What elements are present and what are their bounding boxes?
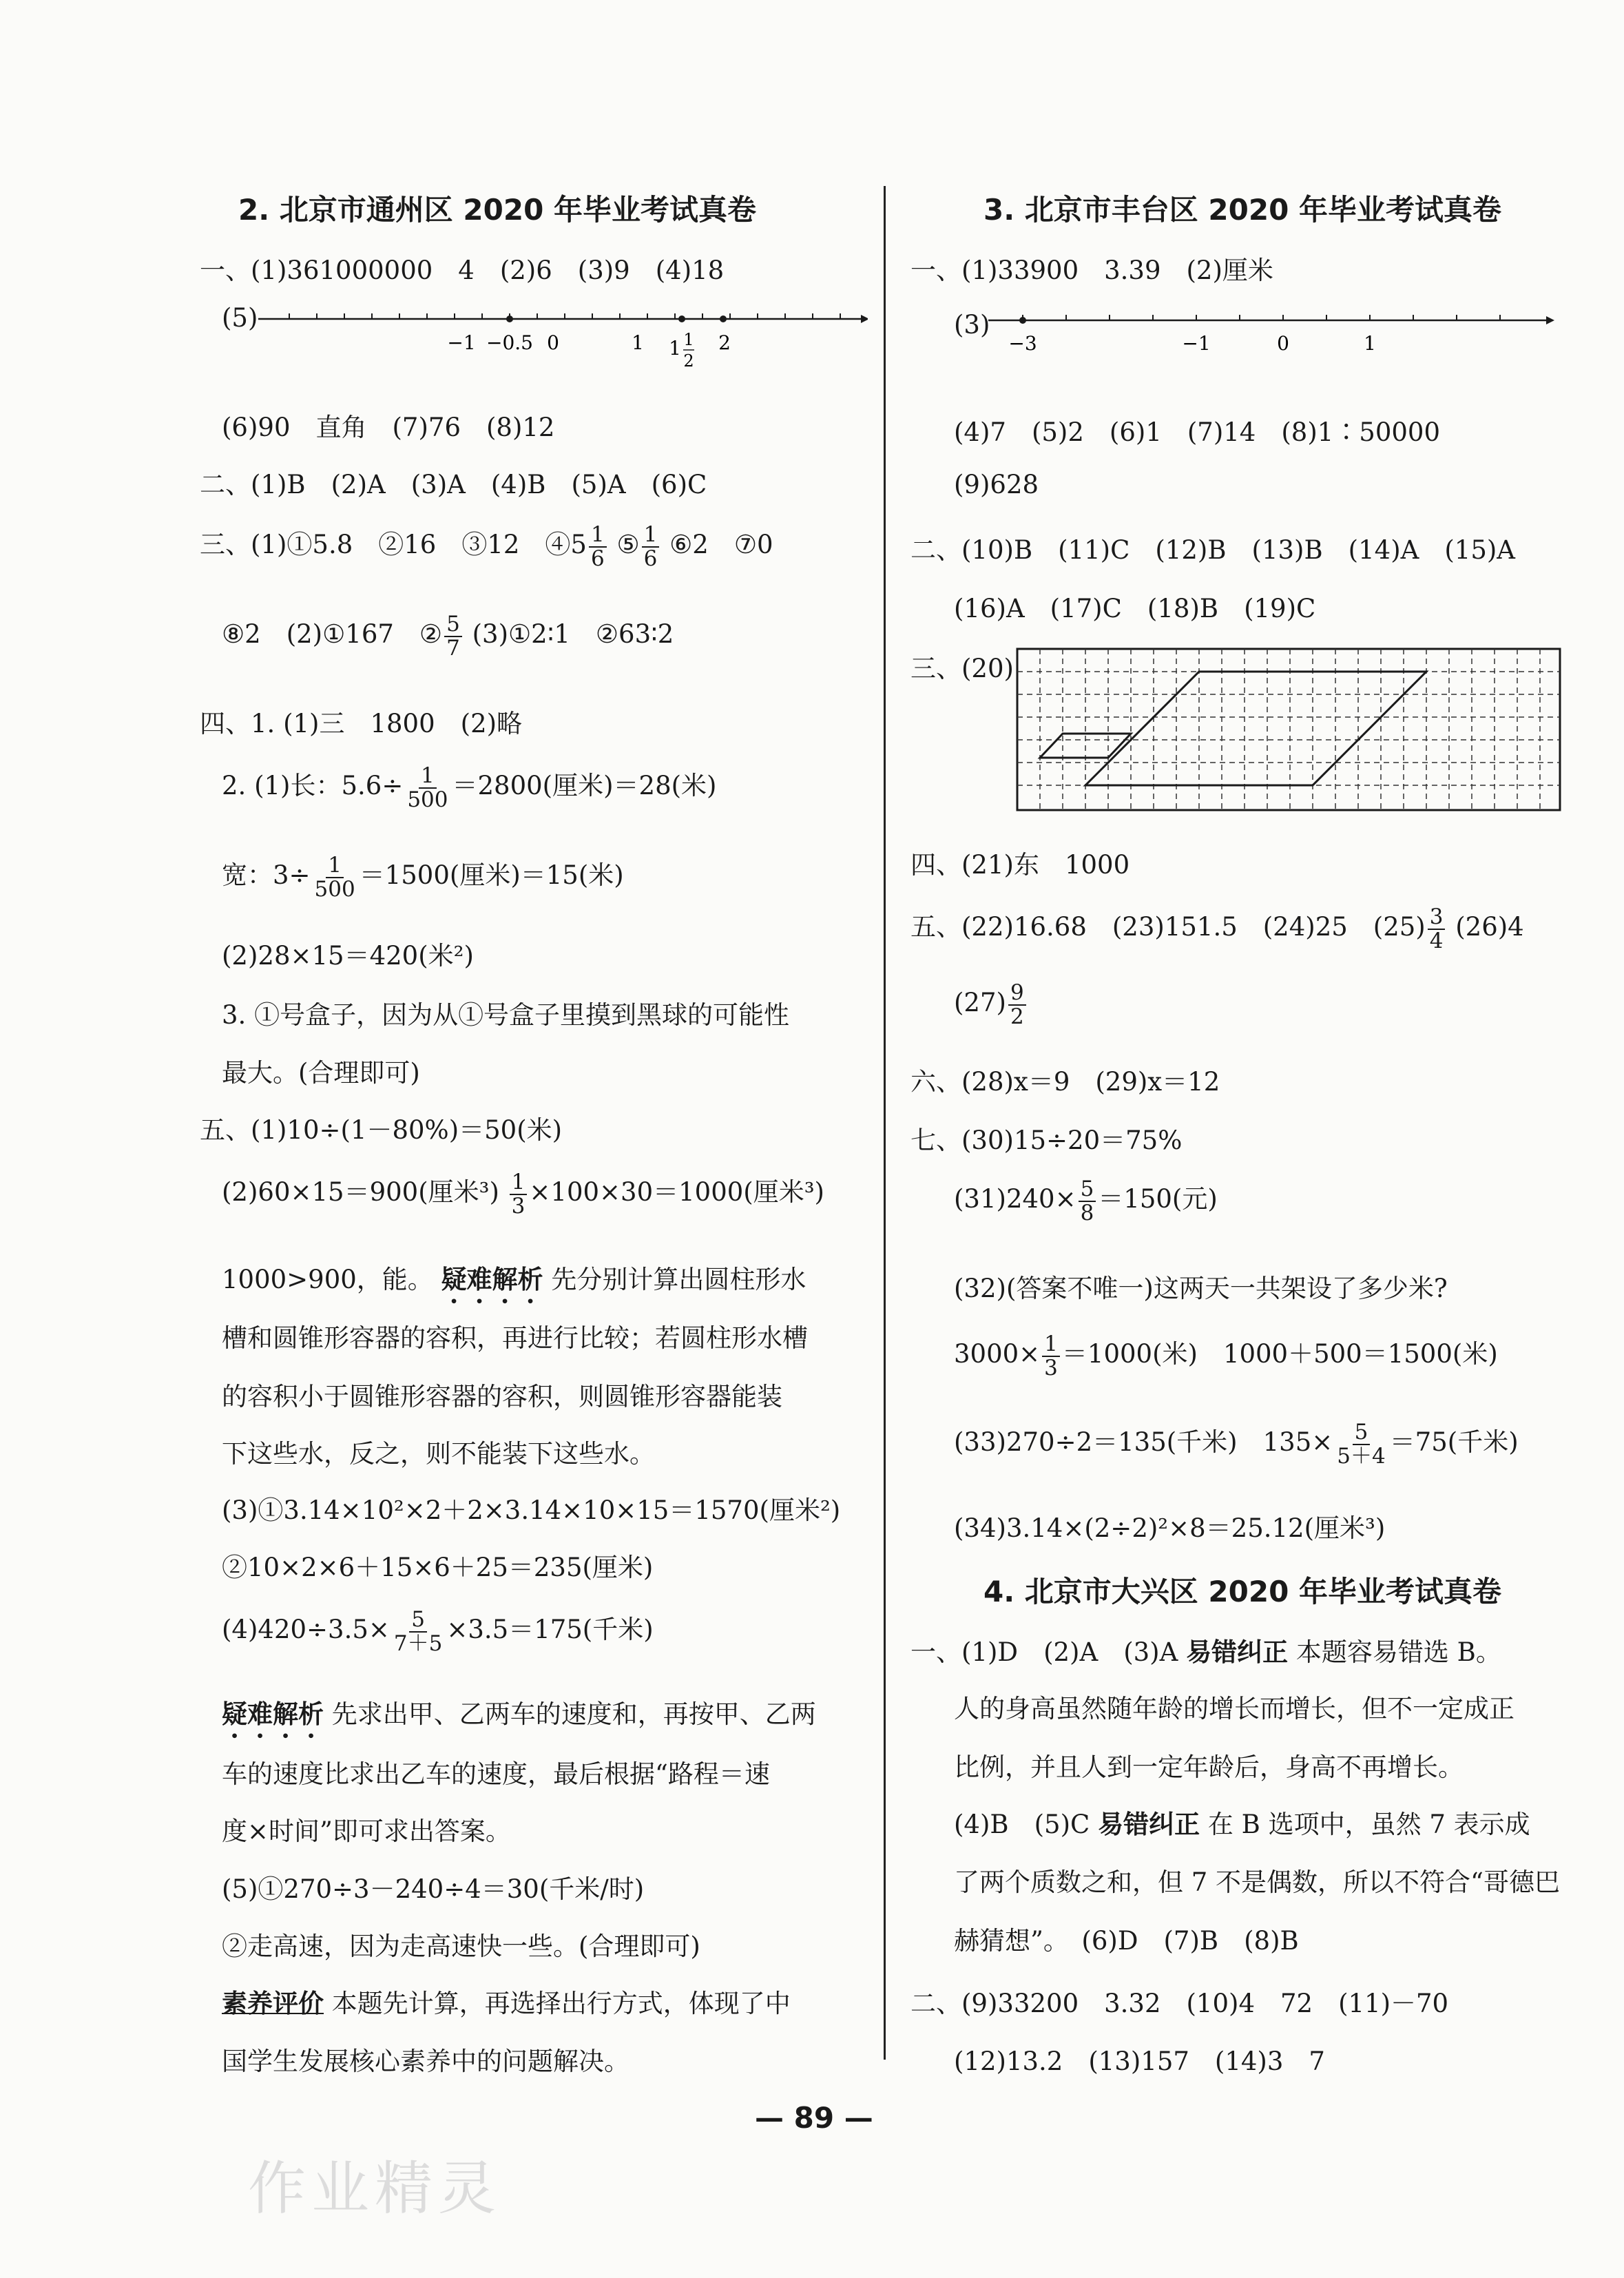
answer-line: (6)90 直角 (7)76 (8)12 <box>222 413 555 442</box>
fraction: $\frac{1}{3}$ <box>510 1171 528 1217</box>
fraction: $\frac{1}{500}$ <box>314 853 355 902</box>
answer-line <box>200 524 773 570</box>
answer-line: (4)7 (5)2 (6)1 (7)14 (8)1∶50000 <box>954 417 1440 447</box>
point-minus-three <box>1019 317 1026 324</box>
text-run: 三、(1)①5.8 ②16 ③12 ④5 <box>200 530 587 560</box>
number-line-question <box>222 303 258 333</box>
answer-line <box>954 1421 1519 1467</box>
answer-line: 国学生发展核心素养中的问题解决。 <box>222 2047 629 2076</box>
text-run: ⑤ <box>616 530 640 560</box>
answer-line: 二、(10)B (11)C (12)B (13)B (14)A (15)A <box>910 535 1516 565</box>
answer-line: 度×时间”即可求出答案。 <box>222 1816 511 1846</box>
fraction: $\frac{5}{5+4}$ <box>1337 1420 1386 1469</box>
answer-line: (3)①3.14×10²×2＋2×3.14×10×15＝1570(厘米²) <box>222 1495 841 1525</box>
answer-line: 七、(30)15÷20＝75% <box>910 1126 1183 1155</box>
answer-line: ②走高速，因为走高速快一些。(合理即可) <box>222 1932 700 1961</box>
answer-line: (32)(答案不唯一)这两天一共架设了多少米? <box>954 1274 1448 1303</box>
text-run: (2)60×15＝900(厘米³) <box>222 1177 499 1208</box>
answer-line <box>954 1803 1530 1841</box>
answer-line: 槽和圆锥形容器的容积，再进行比较；若圆柱形水槽 <box>222 1323 808 1353</box>
tick-mixed-num: 1 <box>683 330 694 349</box>
tick-label: −3 <box>1008 332 1037 355</box>
page-number: — 89 — <box>755 2101 873 2135</box>
answer-line: 车的速度比求出乙车的速度，最后根据“路程＝速 <box>222 1759 770 1789</box>
fraction: $\frac{5}{7}$ <box>444 613 462 659</box>
difficulty-analysis-label: 疑难解析 <box>441 1265 543 1294</box>
fraction: $\frac{3}{4}$ <box>1428 906 1446 952</box>
text-run: (26)4 <box>1455 912 1524 942</box>
tick-label: −0.5 <box>486 331 533 354</box>
answer-line <box>222 1608 654 1655</box>
answer-line: (2)28×15＝420(米²) <box>222 941 474 971</box>
point-minus-half <box>506 315 513 322</box>
answer-line <box>222 1171 824 1217</box>
text-run: 1000>900，能。 <box>222 1265 433 1294</box>
section-title-fengtai: 3. 北京市丰台区 2020 年毕业考试真卷 <box>983 193 1501 227</box>
tick-label: 0 <box>1277 332 1289 355</box>
fraction: $\frac{5}{8}$ <box>1079 1178 1096 1224</box>
answer-line: 五、(1)10÷(1－80%)＝50(米) <box>200 1115 563 1145</box>
text-run: ⑥2 ⑦0 <box>669 530 773 560</box>
section-title-daxing: 4. 北京市大兴区 2020 年毕业考试真卷 <box>983 1575 1501 1608</box>
point-two <box>720 315 727 322</box>
competency-evaluation-label: 素养评价 <box>222 1989 324 2018</box>
tick-label: 2 <box>718 331 731 354</box>
answer-line: (9)628 <box>954 470 1039 499</box>
point-one-and-half <box>678 315 685 322</box>
answer-line: 一、(1)361000000 4 (2)6 (3)9 (4)18 <box>200 256 725 285</box>
text-run: 一、(1)D (2)A (3)A <box>910 1637 1178 1667</box>
answer-line: 最大。(合理即可) <box>222 1058 420 1088</box>
answer-line <box>222 1693 816 1744</box>
tick-label: 1 <box>632 331 644 354</box>
answer-line <box>954 982 1028 1028</box>
answer-line: 六、(28)x＝9 (29)x＝12 <box>910 1067 1220 1097</box>
large-parallelogram <box>1085 672 1426 785</box>
tick-label: 1 <box>1364 332 1376 355</box>
grid-question-label: 三、(20) <box>910 654 1014 683</box>
answer-line: 赫猜想”。 (6)D (7)B (8)B <box>954 1926 1299 1956</box>
text-run: ×3.5＝175(千米) <box>446 1615 654 1645</box>
fraction: $\frac{5}{7+5}$ <box>393 1607 443 1656</box>
answer-line: (12)13.2 (13)157 (14)3 7 <box>954 2047 1325 2076</box>
text-run: 五、(22)16.68 (23)151.5 (24)25 (25) <box>910 912 1426 942</box>
answer-line: 3. ①号盒子，因为从①号盒子里摸到黑球的可能性 <box>222 1000 790 1030</box>
text-run: 本题容易错选 B。 <box>1295 1637 1501 1667</box>
fraction: $\frac{9}{2}$ <box>1008 982 1026 1028</box>
text-run: ＝150(元) <box>1098 1184 1218 1214</box>
grid-drawing <box>1016 648 1563 813</box>
text-run: ×100×30＝1000(厘米³) <box>529 1177 824 1208</box>
text-run: ＝1500(厘米)＝15(米) <box>359 860 624 891</box>
answer-line: 四、(21)东 1000 <box>910 850 1130 880</box>
number-line-label: (3) <box>954 310 990 340</box>
text-run: ＝75(千米) <box>1389 1427 1519 1458</box>
answer-line <box>222 854 624 900</box>
answer-line <box>954 1178 1218 1224</box>
number-line-figure <box>255 300 868 379</box>
tick-label: 0 <box>547 331 559 354</box>
answer-line: 人的身高虽然随年龄的增长而增长，但不一定成正 <box>954 1694 1514 1723</box>
answer-line: 二、(1)B (2)A (3)A (4)B (5)A (6)C <box>200 470 707 499</box>
text-run: 3000× <box>954 1339 1041 1369</box>
answer-line: 一、(1)33900 3.39 (2)厘米 <box>910 256 1273 285</box>
answer-line: 二、(9)33200 3.32 (10)4 72 (11)－70 <box>910 1989 1449 2018</box>
answer-line: (5)①270÷3－240÷4＝30(千米/时) <box>222 1874 645 1904</box>
answer-line <box>222 1259 806 1309</box>
text-run: (33)270÷2＝135(千米) 135× <box>954 1427 1333 1458</box>
error-correction-label: 易错纠正 <box>1186 1637 1289 1667</box>
answer-line <box>222 613 674 659</box>
error-correction-label: 易错纠正 <box>1098 1810 1200 1839</box>
tick-mixed-den: 2 <box>683 351 694 371</box>
number-line-label: (5) <box>222 303 258 333</box>
text-run: 先求出甲、乙两车的速度和，再按甲、乙两 <box>331 1699 816 1729</box>
text-run: (4)B (5)C <box>954 1810 1090 1839</box>
answer-line: 的容积小于圆锥形容器的容积，则圆锥形容器能装 <box>222 1382 782 1411</box>
text-run: (31)240× <box>954 1184 1076 1214</box>
answer-line: (16)A (17)C (18)B (19)C <box>954 594 1316 623</box>
tick-label: −1 <box>447 331 476 354</box>
text-run: 2. (1)长：5.6÷ <box>222 771 404 801</box>
answer-line: 四、1. (1)三 1800 (2)略 <box>200 709 523 738</box>
answer-line <box>910 906 1524 952</box>
text-run: ⑧2 (2)①167 ② <box>222 619 443 650</box>
text-run: 宽：3÷ <box>222 860 311 891</box>
answer-line <box>222 765 716 811</box>
text-run: 先分别计算出圆柱形水 <box>551 1265 806 1294</box>
text-run: ＝2800(厘米)＝28(米) <box>452 771 717 801</box>
tick-mixed-whole: 1 <box>669 337 681 360</box>
answer-line: 了两个质数之和，但 7 不是偶数，所以不符合“哥德巴 <box>954 1867 1560 1897</box>
answer-line: 下这些水，反之，则不能装下这些水。 <box>222 1439 655 1469</box>
watermark: 作业精灵 <box>248 2155 502 2222</box>
answer-line <box>910 1631 1501 1668</box>
answer-line: ②10×2×6＋15×6＋25＝235(厘米) <box>222 1553 654 1582</box>
column-divider <box>884 186 886 2060</box>
answer-line <box>222 1982 791 2020</box>
fraction: $\frac{1}{3}$ <box>1042 1333 1060 1379</box>
tick-label: −1 <box>1182 332 1211 355</box>
text-run: 本题先计算，再选择出行方式，体现了中 <box>331 1989 791 2018</box>
answer-line <box>954 1333 1498 1379</box>
text-run: 在 B 选项中，虽然 7 表示成 <box>1207 1810 1530 1839</box>
answer-line: 比例，并且人到一定年龄后，身高不再增长。 <box>954 1752 1464 1782</box>
fraction: $\frac{1}{6}$ <box>589 524 607 570</box>
number-line-figure <box>985 303 1557 358</box>
fraction: $\frac{1}{500}$ <box>407 763 448 812</box>
text-run: (4)420÷3.5× <box>222 1615 390 1645</box>
fraction: $\frac{1}{6}$ <box>642 524 660 570</box>
section-title-tongzhou: 2. 北京市通州区 2020 年毕业考试真卷 <box>238 193 756 227</box>
difficulty-analysis-label: 疑难解析 <box>222 1699 324 1729</box>
answer-line: (34)3.14×(2÷2)²×8＝25.12(厘米³) <box>954 1513 1386 1543</box>
text-run: (3)①2∶1 ②63∶2 <box>472 619 674 650</box>
text-run: ＝1000(米) 1000＋500＝1500(米) <box>1061 1339 1498 1369</box>
text-run: (27) <box>954 988 1006 1018</box>
